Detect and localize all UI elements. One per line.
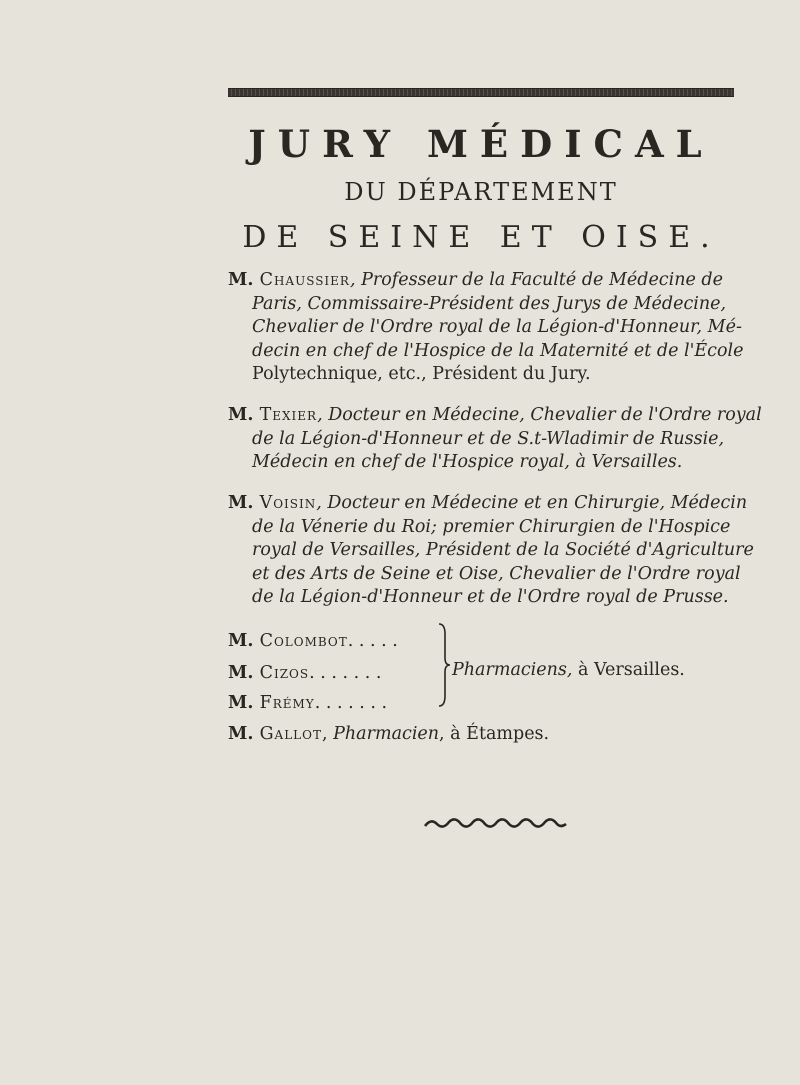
- entry-line: et des Arts de Seine et Oise, Chevalier de l'Ordre royal: [252, 563, 741, 584]
- entry-voisin: [228, 492, 754, 610]
- entry-text: , Docteur en Médecine et en Chirurgie, Médecin: [316, 493, 748, 513]
- entry-line: Chevalier de l'Ordre royal de la Légion-d'Honneur, Mé-: [252, 317, 742, 337]
- entry-line: de la Vénerie du Roi; premier Chirurgien de l'Hospice: [252, 516, 731, 537]
- entry-texier: [228, 404, 762, 475]
- entry-text: , Professeur de la Faculté de Médecine de: [349, 270, 723, 290]
- entry-line: Polytechnique, etc., Président du Jury.: [252, 364, 591, 384]
- pharmacists-place: à Versailles.: [572, 660, 685, 680]
- leader-dots: . . . . . . .: [314, 693, 388, 713]
- leader-dots: . . . . .: [347, 631, 398, 651]
- pharmacist-row: [228, 660, 381, 686]
- entry-role: Pharmacien: [333, 724, 440, 744]
- entry-prefix: M.: [228, 405, 260, 425]
- pharmacists-label: [452, 660, 685, 680]
- entry-name: Frémy: [259, 693, 315, 713]
- entry-prefix: M.: [228, 663, 260, 683]
- entry-prefix: M.: [228, 693, 260, 713]
- entry-line: royal de Versailles, Président de la Société d'Agriculture: [252, 540, 754, 560]
- entry-line: de la Légion-d'Honneur et de l'Ordre royal de Prusse.: [252, 587, 729, 607]
- entry-gallot: [228, 721, 549, 747]
- entry-line: Médecin en chef de l'Hospice royal, à Versailles.: [252, 452, 683, 472]
- entry-place: , à Étampes.: [439, 724, 550, 744]
- entry-line: decin en chef de l'Hospice de la Maternité et de l'École: [252, 340, 744, 361]
- entry-name: Colombot: [259, 631, 348, 651]
- entry-prefix: M.: [228, 270, 260, 290]
- pharmacist-row: [228, 690, 387, 716]
- entry-name: Cizos: [259, 663, 310, 683]
- leader-dots: . . . . . . .: [309, 663, 382, 683]
- title-line-3: DE SEINE ET OISE.: [242, 220, 720, 255]
- pharmacist-row: [228, 628, 398, 654]
- entry-line: [228, 404, 762, 428]
- title-line-1: JURY MÉDICAL: [248, 122, 714, 166]
- brace-icon: [437, 622, 451, 708]
- entry-prefix: M.: [228, 493, 260, 513]
- entry-line: de la Légion-d'Honneur et de S.t-Wladimir de Russie,: [252, 428, 725, 449]
- title-line-2: DU DÉPARTEMENT: [344, 178, 618, 206]
- top-rule-ornament: [228, 88, 734, 97]
- entry-line: [228, 269, 748, 293]
- tailpiece-ornament-icon: [423, 816, 568, 832]
- entry-chaussier: [228, 269, 748, 387]
- entry-text: , Docteur en Médecine, Chevalier de l'Ordre royal: [317, 405, 762, 425]
- entry-prefix: M.: [228, 724, 260, 744]
- pharmacists-role: Pharmaciens,: [452, 660, 573, 680]
- entry-name: Texier: [259, 405, 318, 425]
- entry-prefix: M.: [228, 631, 260, 651]
- entry-line: Paris, Commissaire-Président des Jurys de Médecine,: [252, 293, 727, 314]
- entry-comma: ,: [322, 724, 334, 744]
- entry-line: [228, 492, 748, 516]
- entry-name: Chaussier: [259, 270, 350, 290]
- entry-name: Gallot: [259, 724, 322, 744]
- entry-name: Voisin: [259, 493, 317, 513]
